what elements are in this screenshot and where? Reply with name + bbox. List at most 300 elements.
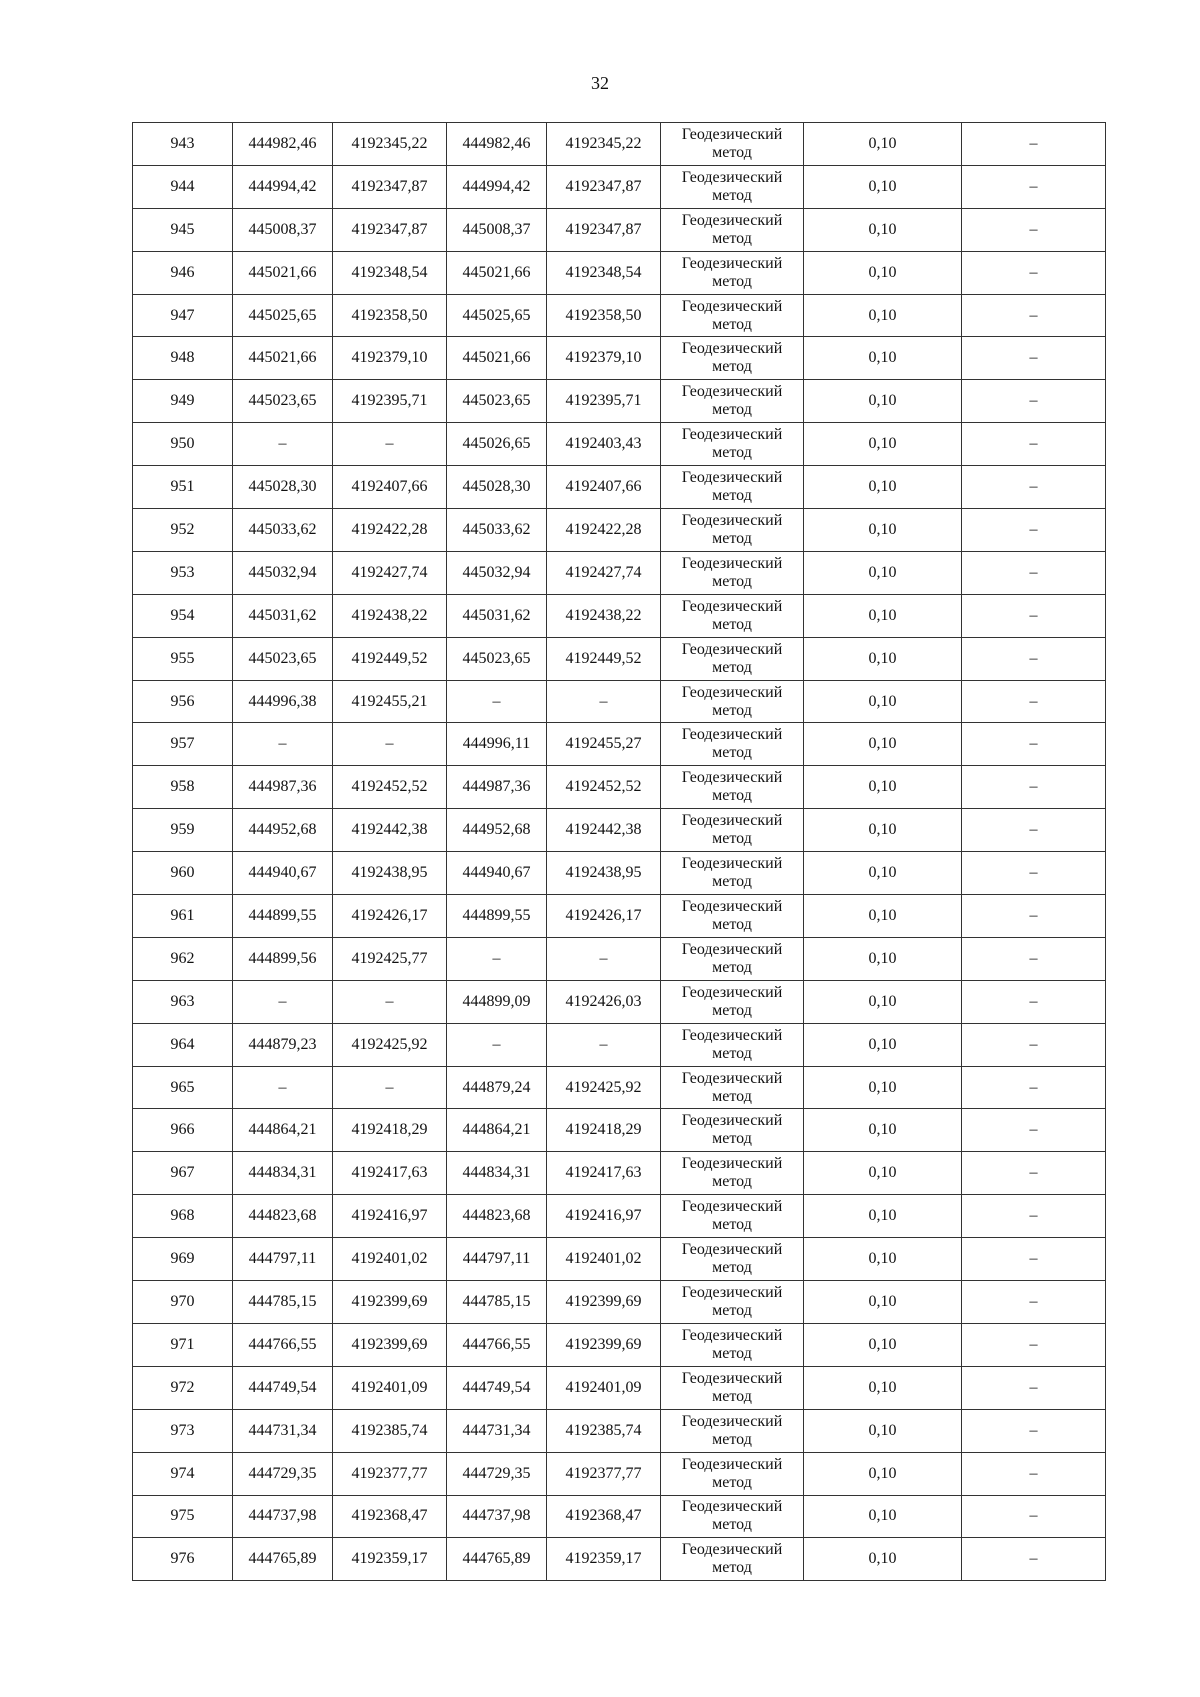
point-number-cell: 955 (133, 637, 233, 680)
point-number-cell: 964 (133, 1023, 233, 1066)
method-cell (661, 551, 804, 594)
method-label-line1: Геодезический (681, 383, 783, 401)
method-cell (661, 766, 804, 809)
note-cell: – (962, 423, 1106, 466)
accuracy-cell: 0,10 (804, 1409, 962, 1452)
table-row (133, 466, 1106, 509)
existing-x-cell: 444899,55 (233, 895, 333, 938)
refined-x-cell: 444994,42 (447, 165, 547, 208)
method-label-line1: Геодезический (681, 640, 783, 658)
existing-y-cell: 4192345,22 (333, 123, 447, 166)
note-cell: – (962, 895, 1106, 938)
method-cell (661, 1452, 804, 1495)
accuracy-cell: 0,10 (804, 1109, 962, 1152)
table-row (133, 594, 1106, 637)
refined-x-cell: 445031,62 (447, 594, 547, 637)
note-cell: – (962, 1495, 1106, 1538)
existing-x-cell: 444749,54 (233, 1366, 333, 1409)
table-row (133, 1023, 1106, 1066)
existing-y-cell: 4192438,22 (333, 594, 447, 637)
point-number-cell: 958 (133, 766, 233, 809)
method-label-line2: метод (712, 787, 752, 805)
method-label-line2: метод (712, 830, 752, 848)
refined-y-cell: 4192345,22 (547, 123, 661, 166)
method-label-line2: метод (712, 272, 752, 290)
accuracy-cell: 0,10 (804, 895, 962, 938)
existing-y-cell: 4192401,02 (333, 1238, 447, 1281)
note-cell: – (962, 1066, 1106, 1109)
point-number-cell: 965 (133, 1066, 233, 1109)
point-number-cell: 954 (133, 594, 233, 637)
accuracy-cell: 0,10 (804, 1023, 962, 1066)
note-cell: – (962, 1023, 1106, 1066)
method-label-line2: метод (712, 1259, 752, 1277)
refined-x-cell: 444952,68 (447, 809, 547, 852)
method-label-line2: метод (712, 444, 752, 462)
existing-y-cell: – (333, 423, 447, 466)
table-row (133, 1323, 1106, 1366)
existing-x-cell: – (233, 1066, 333, 1109)
point-number-cell: 949 (133, 380, 233, 423)
existing-x-cell: – (233, 423, 333, 466)
method-cell (661, 723, 804, 766)
method-cell (661, 466, 804, 509)
refined-x-cell: 444823,68 (447, 1195, 547, 1238)
existing-y-cell: 4192399,69 (333, 1281, 447, 1324)
existing-y-cell: 4192416,97 (333, 1195, 447, 1238)
point-number-cell: 966 (133, 1109, 233, 1152)
existing-y-cell: 4192425,92 (333, 1023, 447, 1066)
existing-y-cell: – (333, 1066, 447, 1109)
refined-x-cell: 445028,30 (447, 466, 547, 509)
refined-x-cell: 444785,15 (447, 1281, 547, 1324)
method-label-line1: Геодезический (681, 554, 783, 572)
method-cell (661, 937, 804, 980)
existing-x-cell: 445033,62 (233, 509, 333, 552)
note-cell: – (962, 1195, 1106, 1238)
accuracy-cell: 0,10 (804, 123, 962, 166)
existing-y-cell: 4192425,77 (333, 937, 447, 980)
method-label-line2: метод (712, 1516, 752, 1534)
method-label-line2: метод (712, 915, 752, 933)
existing-y-cell: 4192438,95 (333, 852, 447, 895)
note-cell: – (962, 809, 1106, 852)
existing-y-cell: 4192455,21 (333, 680, 447, 723)
table-row (133, 937, 1106, 980)
refined-x-cell: 445033,62 (447, 509, 547, 552)
method-label-line2: метод (712, 873, 752, 891)
existing-x-cell: 444864,21 (233, 1109, 333, 1152)
table-row (133, 1281, 1106, 1324)
method-cell (661, 165, 804, 208)
method-cell (661, 1495, 804, 1538)
method-label-line2: метод (712, 1344, 752, 1362)
note-cell: – (962, 1281, 1106, 1324)
table-row (133, 165, 1106, 208)
accuracy-cell: 0,10 (804, 1452, 962, 1495)
existing-x-cell: 444987,36 (233, 766, 333, 809)
existing-x-cell: 445023,65 (233, 637, 333, 680)
note-cell: – (962, 637, 1106, 680)
method-label-line2: метод (712, 658, 752, 676)
refined-y-cell: 4192401,09 (547, 1366, 661, 1409)
existing-x-cell: 444899,56 (233, 937, 333, 980)
method-cell (661, 1409, 804, 1452)
table-row (133, 294, 1106, 337)
accuracy-cell: 0,10 (804, 766, 962, 809)
table-row (133, 509, 1106, 552)
method-label-line2: метод (712, 1173, 752, 1191)
accuracy-cell: 0,10 (804, 637, 962, 680)
method-label-line1: Геодезический (681, 168, 783, 186)
note-cell: – (962, 1538, 1106, 1581)
method-label-line1: Геодезический (681, 1198, 783, 1216)
point-number-cell: 956 (133, 680, 233, 723)
method-label-line1: Геодезический (681, 897, 783, 915)
method-label-line2: метод (712, 701, 752, 719)
note-cell: – (962, 1409, 1106, 1452)
note-cell: – (962, 723, 1106, 766)
table-row (133, 251, 1106, 294)
method-label-line1: Геодезический (681, 1369, 783, 1387)
method-label-line2: метод (712, 186, 752, 204)
point-number-cell: 944 (133, 165, 233, 208)
refined-x-cell: 444864,21 (447, 1109, 547, 1152)
table-row (133, 1452, 1106, 1495)
note-cell: – (962, 294, 1106, 337)
note-cell: – (962, 466, 1106, 509)
method-cell (661, 1152, 804, 1195)
method-cell (661, 1366, 804, 1409)
refined-x-cell: 444879,24 (447, 1066, 547, 1109)
refined-y-cell: 4192377,77 (547, 1452, 661, 1495)
method-label-line1: Геодезический (681, 1155, 783, 1173)
refined-y-cell: 4192418,29 (547, 1109, 661, 1152)
method-label-line2: метод (712, 1087, 752, 1105)
point-number-cell: 972 (133, 1366, 233, 1409)
existing-x-cell: 445023,65 (233, 380, 333, 423)
refined-x-cell: 444729,35 (447, 1452, 547, 1495)
existing-x-cell: – (233, 723, 333, 766)
point-number-cell: 967 (133, 1152, 233, 1195)
method-label-line1: Геодезический (681, 1026, 783, 1044)
table-row (133, 1152, 1106, 1195)
existing-y-cell: 4192368,47 (333, 1495, 447, 1538)
existing-y-cell: 4192379,10 (333, 337, 447, 380)
method-label-line2: метод (712, 1473, 752, 1491)
method-cell (661, 1195, 804, 1238)
refined-y-cell: 4192348,54 (547, 251, 661, 294)
point-number-cell: 943 (133, 123, 233, 166)
point-number-cell: 945 (133, 208, 233, 251)
refined-x-cell: 444899,09 (447, 980, 547, 1023)
method-label-line1: Геодезический (681, 1283, 783, 1301)
accuracy-cell: 0,10 (804, 1238, 962, 1281)
accuracy-cell: 0,10 (804, 980, 962, 1023)
note-cell: – (962, 509, 1106, 552)
existing-y-cell: – (333, 723, 447, 766)
accuracy-cell: 0,10 (804, 1323, 962, 1366)
point-number-cell: 951 (133, 466, 233, 509)
existing-y-cell: 4192399,69 (333, 1323, 447, 1366)
point-number-cell: 970 (133, 1281, 233, 1324)
method-cell (661, 1281, 804, 1324)
point-number-cell: 974 (133, 1452, 233, 1495)
method-label-line1: Геодезический (681, 211, 783, 229)
note-cell: – (962, 1323, 1106, 1366)
refined-y-cell: 4192399,69 (547, 1281, 661, 1324)
note-cell: – (962, 251, 1106, 294)
method-label-line1: Геодезический (681, 1112, 783, 1130)
refined-y-cell: 4192426,03 (547, 980, 661, 1023)
table-row (133, 423, 1106, 466)
note-cell: – (962, 380, 1106, 423)
method-label-line2: метод (712, 143, 752, 161)
refined-y-cell: 4192427,74 (547, 551, 661, 594)
method-label-line1: Геодезический (681, 683, 783, 701)
method-label-line2: метод (712, 1559, 752, 1577)
refined-y-cell: 4192426,17 (547, 895, 661, 938)
method-cell (661, 337, 804, 380)
table-row (133, 895, 1106, 938)
table-row (133, 980, 1106, 1023)
method-cell (661, 423, 804, 466)
point-number-cell: 968 (133, 1195, 233, 1238)
point-number-cell: 971 (133, 1323, 233, 1366)
refined-x-cell: 444737,98 (447, 1495, 547, 1538)
note-cell: – (962, 937, 1106, 980)
method-label-line1: Геодезический (681, 726, 783, 744)
refined-y-cell: – (547, 1023, 661, 1066)
point-number-cell: 976 (133, 1538, 233, 1581)
point-number-cell: 948 (133, 337, 233, 380)
table-row (133, 380, 1106, 423)
existing-y-cell: 4192395,71 (333, 380, 447, 423)
accuracy-cell: 0,10 (804, 1281, 962, 1324)
refined-x-cell: – (447, 1023, 547, 1066)
method-cell (661, 1109, 804, 1152)
method-cell (661, 594, 804, 637)
refined-x-cell: 445025,65 (447, 294, 547, 337)
refined-y-cell: 4192416,97 (547, 1195, 661, 1238)
method-cell (661, 294, 804, 337)
method-label-line2: метод (712, 572, 752, 590)
method-label-line2: метод (712, 1044, 752, 1062)
refined-x-cell: – (447, 680, 547, 723)
accuracy-cell: 0,10 (804, 1152, 962, 1195)
method-label-line1: Геодезический (681, 855, 783, 873)
method-label-line1: Геодезический (681, 1498, 783, 1516)
method-label-line2: метод (712, 229, 752, 247)
note-cell: – (962, 1238, 1106, 1281)
existing-x-cell: 444731,34 (233, 1409, 333, 1452)
point-number-cell: 962 (133, 937, 233, 980)
table-row (133, 809, 1106, 852)
point-number-cell: 957 (133, 723, 233, 766)
existing-y-cell: 4192358,50 (333, 294, 447, 337)
note-cell: – (962, 208, 1106, 251)
refined-y-cell: 4192452,52 (547, 766, 661, 809)
point-number-cell: 950 (133, 423, 233, 466)
refined-x-cell: 445032,94 (447, 551, 547, 594)
refined-x-cell: 445021,66 (447, 337, 547, 380)
existing-x-cell: 444982,46 (233, 123, 333, 166)
method-cell (661, 380, 804, 423)
page-number: 32 (591, 73, 609, 93)
method-label-line1: Геодезический (681, 812, 783, 830)
method-cell (661, 680, 804, 723)
refined-x-cell: 444996,11 (447, 723, 547, 766)
method-cell (661, 980, 804, 1023)
table-row (133, 123, 1106, 166)
point-number-cell: 961 (133, 895, 233, 938)
accuracy-cell: 0,10 (804, 594, 962, 637)
table-row (133, 852, 1106, 895)
refined-y-cell: 4192347,87 (547, 165, 661, 208)
accuracy-cell: 0,10 (804, 852, 962, 895)
accuracy-cell: 0,10 (804, 1538, 962, 1581)
refined-x-cell: 445008,37 (447, 208, 547, 251)
existing-x-cell: 445032,94 (233, 551, 333, 594)
existing-x-cell: 444785,15 (233, 1281, 333, 1324)
method-label-line2: метод (712, 358, 752, 376)
method-label-line2: метод (712, 958, 752, 976)
accuracy-cell: 0,10 (804, 165, 962, 208)
existing-x-cell: 444834,31 (233, 1152, 333, 1195)
point-number-cell: 959 (133, 809, 233, 852)
accuracy-cell: 0,10 (804, 680, 962, 723)
method-label-line2: метод (712, 1216, 752, 1234)
refined-y-cell: – (547, 680, 661, 723)
table-row (133, 1495, 1106, 1538)
existing-y-cell: – (333, 980, 447, 1023)
accuracy-cell: 0,10 (804, 809, 962, 852)
existing-x-cell: 444952,68 (233, 809, 333, 852)
existing-x-cell: 444994,42 (233, 165, 333, 208)
existing-y-cell: 4192417,63 (333, 1152, 447, 1195)
existing-x-cell: 444940,67 (233, 852, 333, 895)
point-number-cell: 946 (133, 251, 233, 294)
existing-x-cell: 444797,11 (233, 1238, 333, 1281)
point-number-cell: 975 (133, 1495, 233, 1538)
method-label-line2: метод (712, 1001, 752, 1019)
method-label-line1: Геодезический (681, 1455, 783, 1473)
table-row (133, 1109, 1106, 1152)
existing-x-cell: 445025,65 (233, 294, 333, 337)
method-cell (661, 208, 804, 251)
note-cell: – (962, 1366, 1106, 1409)
existing-x-cell: 444765,89 (233, 1538, 333, 1581)
refined-x-cell: 445021,66 (447, 251, 547, 294)
method-label-line2: метод (712, 315, 752, 333)
accuracy-cell: 0,10 (804, 1066, 962, 1109)
refined-x-cell: 445026,65 (447, 423, 547, 466)
note-cell: – (962, 1452, 1106, 1495)
method-cell (661, 509, 804, 552)
method-label-line2: метод (712, 1387, 752, 1405)
note-cell: – (962, 852, 1106, 895)
accuracy-cell: 0,10 (804, 294, 962, 337)
refined-y-cell: 4192422,28 (547, 509, 661, 552)
existing-y-cell: 4192385,74 (333, 1409, 447, 1452)
table-row (133, 1366, 1106, 1409)
point-number-cell: 952 (133, 509, 233, 552)
point-number-cell: 973 (133, 1409, 233, 1452)
existing-y-cell: 4192442,38 (333, 809, 447, 852)
note-cell: – (962, 123, 1106, 166)
table-row (133, 1238, 1106, 1281)
table-row (133, 680, 1106, 723)
existing-x-cell: 444879,23 (233, 1023, 333, 1066)
existing-x-cell: 444729,35 (233, 1452, 333, 1495)
existing-y-cell: 4192418,29 (333, 1109, 447, 1152)
method-label-line1: Геодезический (681, 983, 783, 1001)
refined-y-cell: 4192425,92 (547, 1066, 661, 1109)
method-cell (661, 123, 804, 166)
note-cell: – (962, 680, 1106, 723)
existing-y-cell: 4192452,52 (333, 766, 447, 809)
method-cell (661, 809, 804, 852)
point-number-cell: 960 (133, 852, 233, 895)
accuracy-cell: 0,10 (804, 723, 962, 766)
existing-x-cell: 444996,38 (233, 680, 333, 723)
point-number-cell: 953 (133, 551, 233, 594)
accuracy-cell: 0,10 (804, 466, 962, 509)
existing-x-cell: 445031,62 (233, 594, 333, 637)
refined-y-cell: – (547, 937, 661, 980)
table-row (133, 1195, 1106, 1238)
method-label-line1: Геодезический (681, 1541, 783, 1559)
note-cell: – (962, 594, 1106, 637)
refined-y-cell: 4192358,50 (547, 294, 661, 337)
refined-y-cell: 4192417,63 (547, 1152, 661, 1195)
method-label-line1: Геодезический (681, 1326, 783, 1344)
accuracy-cell: 0,10 (804, 1495, 962, 1538)
method-label-line1: Геодезический (681, 597, 783, 615)
table-row (133, 337, 1106, 380)
note-cell: – (962, 980, 1106, 1023)
existing-x-cell: 445008,37 (233, 208, 333, 251)
existing-y-cell: 4192426,17 (333, 895, 447, 938)
table-row (133, 1538, 1106, 1581)
method-cell (661, 1023, 804, 1066)
accuracy-cell: 0,10 (804, 380, 962, 423)
refined-y-cell: 4192385,74 (547, 1409, 661, 1452)
accuracy-cell: 0,10 (804, 937, 962, 980)
table-row (133, 551, 1106, 594)
refined-y-cell: 4192449,52 (547, 637, 661, 680)
note-cell: – (962, 337, 1106, 380)
method-label-line2: метод (712, 487, 752, 505)
table-row (133, 1409, 1106, 1452)
method-cell (661, 852, 804, 895)
method-cell (661, 1538, 804, 1581)
accuracy-cell: 0,10 (804, 509, 962, 552)
refined-y-cell: 4192359,17 (547, 1538, 661, 1581)
table-row (133, 1066, 1106, 1109)
existing-y-cell: 4192449,52 (333, 637, 447, 680)
table-row (133, 723, 1106, 766)
refined-x-cell: – (447, 937, 547, 980)
refined-y-cell: 4192395,71 (547, 380, 661, 423)
refined-y-cell: 4192403,43 (547, 423, 661, 466)
refined-x-cell: 444765,89 (447, 1538, 547, 1581)
refined-y-cell: 4192347,87 (547, 208, 661, 251)
method-label-line2: метод (712, 529, 752, 547)
existing-y-cell: 4192407,66 (333, 466, 447, 509)
method-label-line1: Геодезический (681, 1069, 783, 1087)
accuracy-cell: 0,10 (804, 423, 962, 466)
